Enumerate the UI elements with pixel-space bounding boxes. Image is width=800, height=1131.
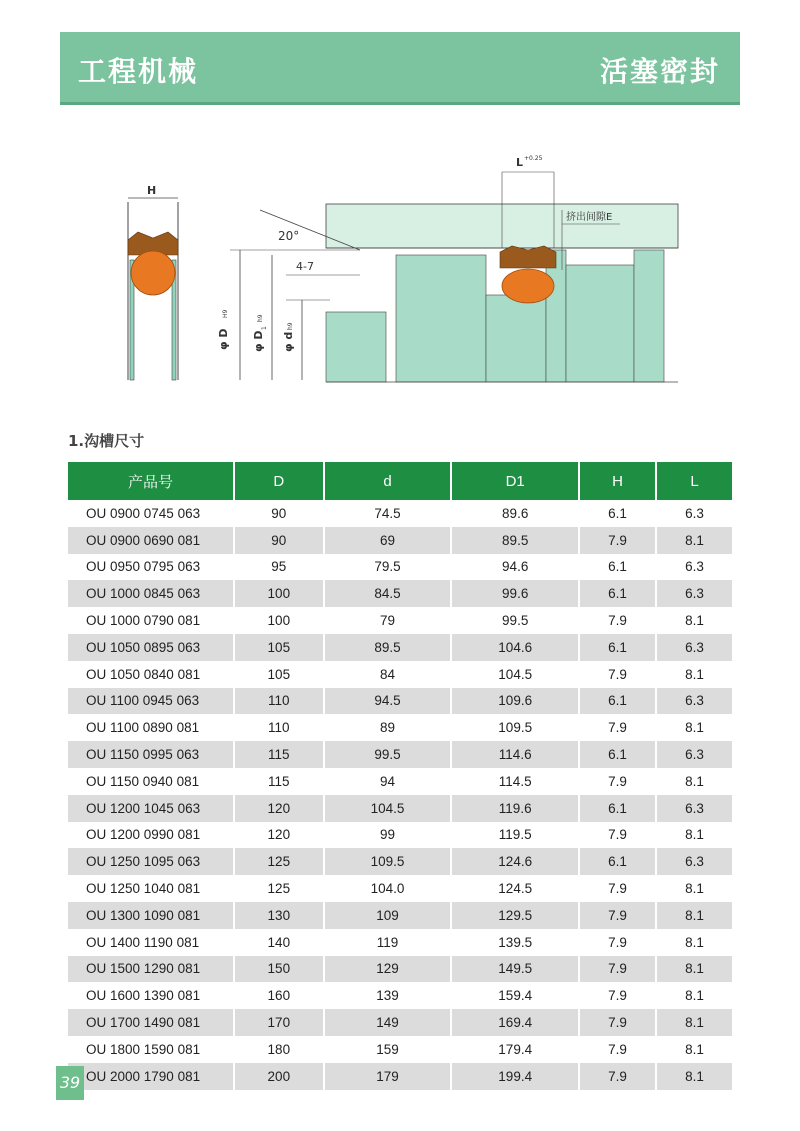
dim-D1-sup: h9 <box>257 314 264 322</box>
table-cell: OU 1400 1190 081 <box>67 929 234 956</box>
table-cell: 8.1 <box>656 902 733 929</box>
table-cell: 139 <box>324 982 452 1009</box>
table-cell: 8.1 <box>656 982 733 1009</box>
table-cell: OU 1100 0890 081 <box>67 714 234 741</box>
table-cell: 104.6 <box>451 634 579 661</box>
table-cell: 129.5 <box>451 902 579 929</box>
table-cell: 84.5 <box>324 580 452 607</box>
table-header-row <box>67 462 733 500</box>
dim-L-label: L <box>516 156 524 169</box>
table-cell: 6.3 <box>656 741 733 768</box>
table-cell: 7.9 <box>579 1036 656 1063</box>
table-cell: 7.9 <box>579 982 656 1009</box>
table-cell: 120 <box>234 795 324 822</box>
table-cell: 90 <box>234 500 324 527</box>
table-cell: 7.9 <box>579 822 656 849</box>
table-row <box>67 902 733 929</box>
table-cell: 7.9 <box>579 714 656 741</box>
table-cell: 104.5 <box>324 795 452 822</box>
table-cell: 170 <box>234 1009 324 1036</box>
table-cell: 139.5 <box>451 929 579 956</box>
angle-label: 20° <box>278 229 300 243</box>
col-header-D: D <box>234 462 324 500</box>
table-cell: 89.6 <box>451 500 579 527</box>
table-row <box>67 580 733 607</box>
table-cell: 109.6 <box>451 688 579 715</box>
table-cell: 8.1 <box>656 1036 733 1063</box>
table-cell: 180 <box>234 1036 324 1063</box>
table-row <box>67 634 733 661</box>
table-cell: 8.1 <box>656 527 733 554</box>
table-cell: 200 <box>234 1063 324 1090</box>
table-cell: OU 1050 0895 063 <box>67 634 234 661</box>
table-cell: 6.1 <box>579 795 656 822</box>
table-cell: 8.1 <box>656 1063 733 1090</box>
groove-dimensions-table <box>66 462 734 1090</box>
table-row <box>67 607 733 634</box>
table-cell: 6.3 <box>656 795 733 822</box>
table-cell: 8.1 <box>656 714 733 741</box>
table-cell: 149 <box>324 1009 452 1036</box>
table-row <box>67 1063 733 1090</box>
table-cell: 7.9 <box>579 956 656 983</box>
table-cell: 179.4 <box>451 1036 579 1063</box>
table-cell: 8.1 <box>656 768 733 795</box>
table-cell: 74.5 <box>324 500 452 527</box>
col-header-product: 产品号 <box>67 462 234 500</box>
table-cell: 114.6 <box>451 741 579 768</box>
table-cell: 6.1 <box>579 580 656 607</box>
table-row <box>67 1009 733 1036</box>
table-cell: OU 1250 1095 063 <box>67 848 234 875</box>
table-cell: 6.3 <box>656 634 733 661</box>
range-label: 4-7 <box>296 260 314 273</box>
table-cell: 119 <box>324 929 452 956</box>
table-cell: OU 0950 0795 063 <box>67 554 234 581</box>
table-cell: 6.1 <box>579 500 656 527</box>
table-cell: 99.5 <box>324 741 452 768</box>
table-cell: 99.5 <box>451 607 579 634</box>
table-cell: 6.1 <box>579 634 656 661</box>
table-cell: 79 <box>324 607 452 634</box>
category-title: 工程机械 <box>78 55 199 88</box>
table-cell: 105 <box>234 634 324 661</box>
table-cell: 94.5 <box>324 688 452 715</box>
table-cell: 6.3 <box>656 688 733 715</box>
table-cell: 119.6 <box>451 795 579 822</box>
table-cell: OU 0900 0745 063 <box>67 500 234 527</box>
piston-body <box>326 250 678 382</box>
table-cell: OU 1800 1590 081 <box>67 1036 234 1063</box>
table-cell: 99.6 <box>451 580 579 607</box>
table-cell: 8.1 <box>656 929 733 956</box>
table-cell: 150 <box>234 956 324 983</box>
table-cell: 169.4 <box>451 1009 579 1036</box>
table-cell: OU 1700 1490 081 <box>67 1009 234 1036</box>
table-row <box>67 1036 733 1063</box>
table-cell: 6.3 <box>656 500 733 527</box>
table-row <box>67 956 733 983</box>
table-row <box>67 875 733 902</box>
table-cell: 89 <box>324 714 452 741</box>
col-header-H: H <box>579 462 656 500</box>
table-cell: 115 <box>234 741 324 768</box>
table-row <box>67 554 733 581</box>
table-cell: 130 <box>234 902 324 929</box>
table-cell: 7.9 <box>579 661 656 688</box>
table-cell: OU 2000 1790 081 <box>67 1063 234 1090</box>
table-cell: 105 <box>234 661 324 688</box>
table-cell: 129 <box>324 956 452 983</box>
table-cell: 8.1 <box>656 661 733 688</box>
dim-d-label: φ d <box>282 331 295 352</box>
table-cell: 119.5 <box>451 822 579 849</box>
table-row <box>67 661 733 688</box>
seal-cross-section <box>128 184 178 380</box>
table-cell: 125 <box>234 848 324 875</box>
table-cell: 100 <box>234 580 324 607</box>
table-cell: OU 0900 0690 081 <box>67 527 234 554</box>
table-row <box>67 822 733 849</box>
product-title: 活塞密封 <box>599 55 720 88</box>
table-row <box>67 741 733 768</box>
table-row <box>67 848 733 875</box>
section-title: 1.沟槽尺寸 <box>68 432 145 450</box>
table-cell: 199.4 <box>451 1063 579 1090</box>
table-cell: 179 <box>324 1063 452 1090</box>
extrusion-gap-label: 挤出间隙E <box>566 212 613 223</box>
installation-diagram <box>100 140 720 400</box>
table-cell: 8.1 <box>656 956 733 983</box>
table-cell: 7.9 <box>579 527 656 554</box>
col-header-d: d <box>324 462 452 500</box>
table-row <box>67 768 733 795</box>
dim-D-label: φ D <box>217 328 230 350</box>
dim-H-label: H <box>147 184 157 197</box>
table-cell: 90 <box>234 527 324 554</box>
table-cell: 8.1 <box>656 875 733 902</box>
table-cell: 6.3 <box>656 848 733 875</box>
table-row <box>67 795 733 822</box>
table-cell: OU 1050 0840 081 <box>67 661 234 688</box>
table-cell: 140 <box>234 929 324 956</box>
table-cell: OU 1000 0790 081 <box>67 607 234 634</box>
table-cell: 99 <box>324 822 452 849</box>
table-cell: 95 <box>234 554 324 581</box>
table-cell: 84 <box>324 661 452 688</box>
table-cell: 100 <box>234 607 324 634</box>
col-header-D1: D1 <box>451 462 579 500</box>
table-cell: 7.9 <box>579 902 656 929</box>
table-cell: OU 1600 1390 081 <box>67 982 234 1009</box>
table-row <box>67 714 733 741</box>
table-row <box>67 929 733 956</box>
dim-D-sup: H9 <box>222 309 229 318</box>
table-cell: 89.5 <box>451 527 579 554</box>
table-cell: 104.0 <box>324 875 452 902</box>
table-cell: 89.5 <box>324 634 452 661</box>
table-cell: 7.9 <box>579 929 656 956</box>
table-cell: 79.5 <box>324 554 452 581</box>
table-cell: OU 1250 1040 081 <box>67 875 234 902</box>
dim-d-sup: h9 <box>287 322 294 330</box>
table-cell: OU 1000 0845 063 <box>67 580 234 607</box>
table-cell: OU 1150 0940 081 <box>67 768 234 795</box>
table-row <box>67 982 733 1009</box>
table-row <box>67 527 733 554</box>
table-cell: 110 <box>234 688 324 715</box>
table-cell: OU 1200 0990 081 <box>67 822 234 849</box>
table-cell: 7.9 <box>579 875 656 902</box>
table-cell: OU 1500 1290 081 <box>67 956 234 983</box>
table-cell: 160 <box>234 982 324 1009</box>
table-cell: 94 <box>324 768 452 795</box>
table-cell: 7.9 <box>579 768 656 795</box>
table-cell: OU 1150 0995 063 <box>67 741 234 768</box>
table-cell: 7.9 <box>579 1009 656 1036</box>
table-row <box>67 688 733 715</box>
table-cell: 8.1 <box>656 822 733 849</box>
table-cell: 6.3 <box>656 554 733 581</box>
table-cell: 125 <box>234 875 324 902</box>
table-cell: 6.1 <box>579 741 656 768</box>
table-row <box>67 500 733 527</box>
table-cell: 149.5 <box>451 956 579 983</box>
table-cell: 7.9 <box>579 1063 656 1090</box>
table-cell: OU 1200 1045 063 <box>67 795 234 822</box>
table-cell: 115 <box>234 768 324 795</box>
dim-L-sup: +0.25 <box>524 155 543 162</box>
table-cell: 159 <box>324 1036 452 1063</box>
table-cell: 6.1 <box>579 848 656 875</box>
table-cell: 159.4 <box>451 982 579 1009</box>
table-cell: 109 <box>324 902 452 929</box>
table-cell: 8.1 <box>656 1009 733 1036</box>
table-cell: 6.1 <box>579 554 656 581</box>
table-cell: 110 <box>234 714 324 741</box>
installed-seal <box>500 246 556 303</box>
table-cell: 124.5 <box>451 875 579 902</box>
table-cell: 109.5 <box>451 714 579 741</box>
table-cell: 6.3 <box>656 580 733 607</box>
header-banner <box>60 32 740 105</box>
table-cell: OU 1100 0945 063 <box>67 688 234 715</box>
table-cell: 120 <box>234 822 324 849</box>
table-cell: 69 <box>324 527 452 554</box>
table-cell: OU 1300 1090 081 <box>67 902 234 929</box>
table-cell: 7.9 <box>579 607 656 634</box>
table-cell: 109.5 <box>324 848 452 875</box>
table-cell: 124.6 <box>451 848 579 875</box>
dim-D1-label: φ D <box>252 330 265 352</box>
dim-D1-sub: 1 <box>261 326 268 330</box>
table-cell: 94.6 <box>451 554 579 581</box>
table-cell: 6.1 <box>579 688 656 715</box>
table-cell: 104.5 <box>451 661 579 688</box>
table-cell: 8.1 <box>656 607 733 634</box>
page-number: 39 <box>56 1066 84 1100</box>
col-header-L: L <box>656 462 733 500</box>
table-cell: 114.5 <box>451 768 579 795</box>
